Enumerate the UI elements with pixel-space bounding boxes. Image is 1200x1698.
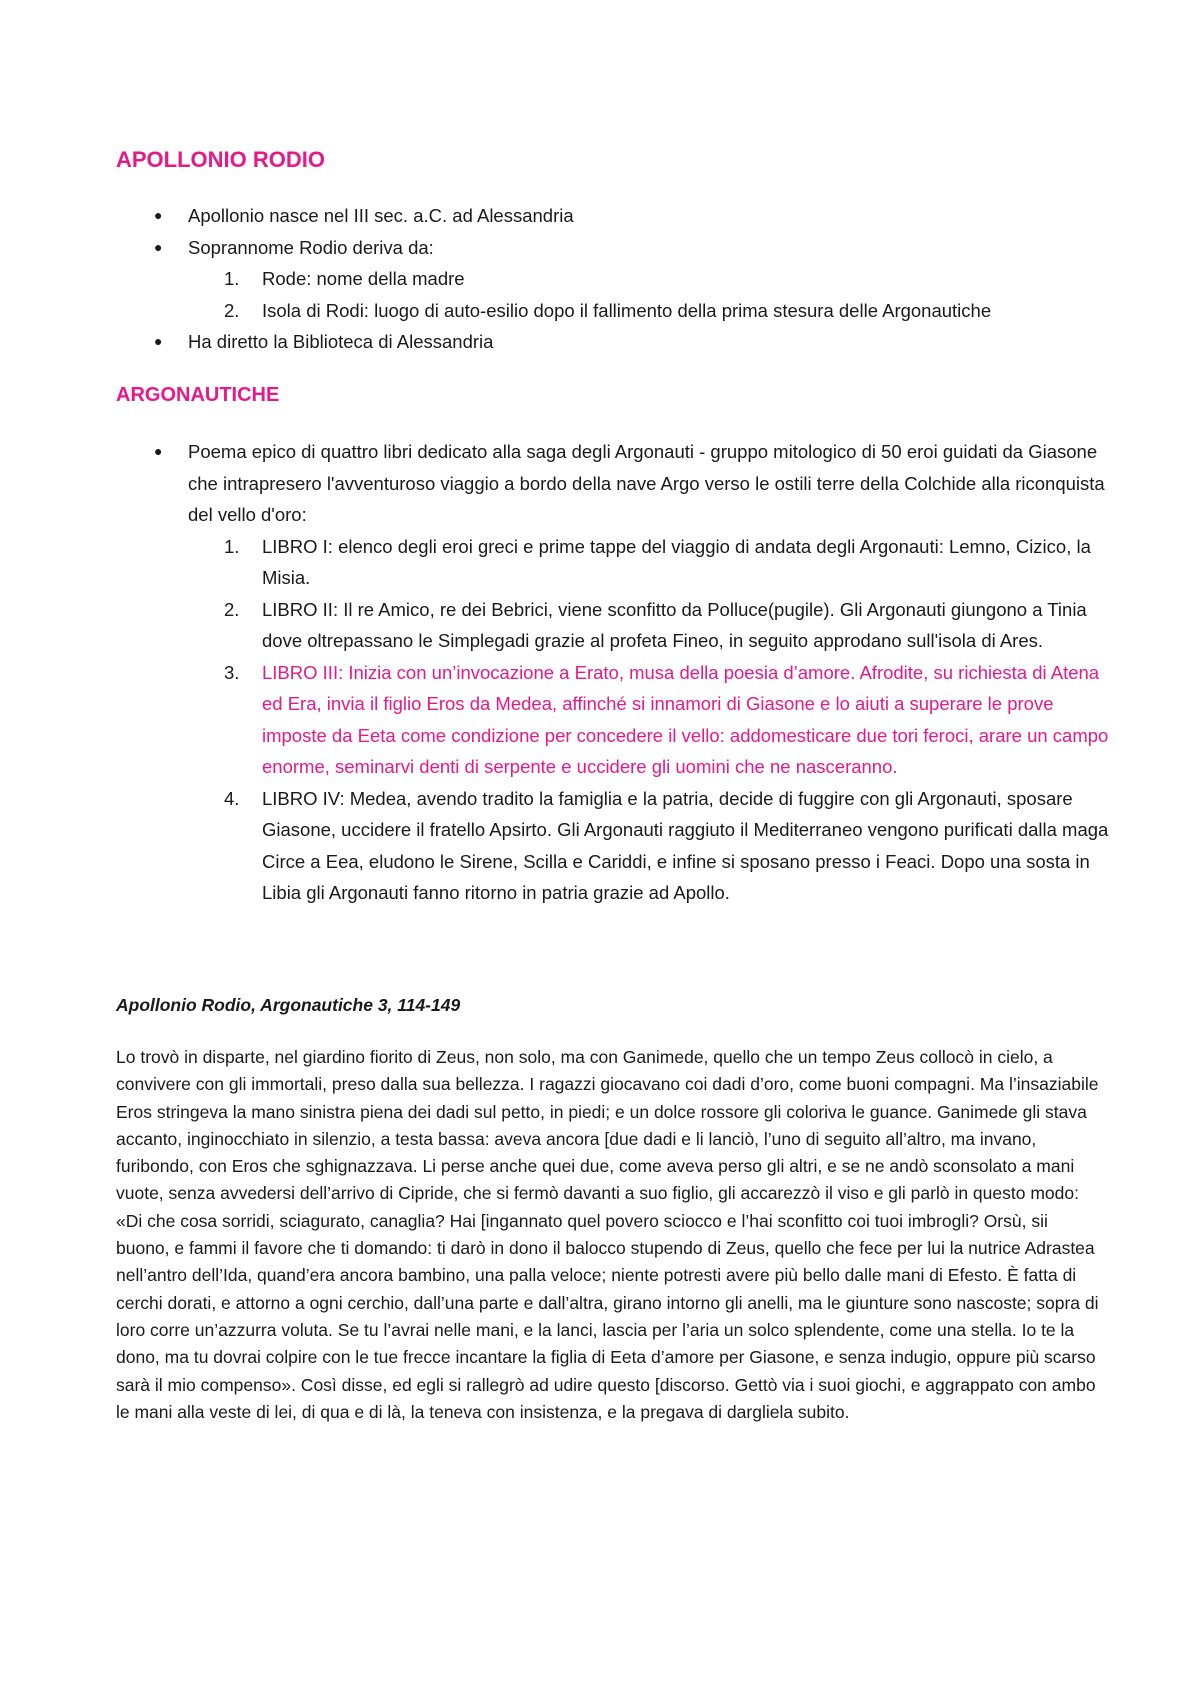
bio-bullet-birth: [116, 200, 1116, 232]
bio-bullet-nickname: [116, 232, 1116, 264]
bullet-text: Apollonio nasce nel III sec. a.C. ad Alessandria: [188, 205, 574, 226]
section-biography: [116, 200, 1116, 358]
bullet-text: Poema epico di quattro libri dedicato alla saga degli Argonauti - gruppo mitologico di 50 eroi guidati da Giasone che intrapresero l'avventuroso viaggio a bordo della nave Argo verso le ostili terre della Colchide alla riconquista del vello d'oro:: [188, 441, 1105, 525]
list-number: 2.: [224, 299, 240, 321]
book-text: LIBRO II: Il re Amico, re dei Bebrici, viene sconfitto da Polluce(pugile). Gli Argonauti giungono a Tinia dove oltrepassano le Simplegadi grazie al profeta Fineo, in seguito approdano sull'isola di Ares.: [262, 598, 1087, 651]
book-item-1: [116, 531, 1116, 594]
book-item-4: [116, 783, 1116, 909]
book-item-2: [116, 594, 1116, 657]
list-item: [116, 295, 1116, 327]
poem-bullet-list: [116, 436, 1116, 531]
list-text: Isola di Rodi: luogo di auto-esilio dopo il fallimento della prima stesura delle Argonautiche: [262, 299, 992, 321]
book-item-3: [116, 657, 1116, 783]
section-argonautiche: [116, 436, 1116, 909]
list-text: Rode: nome della madre: [262, 268, 465, 289]
passage-title: Apollonio Rodio, Argonautiche 3, 114-149: [116, 995, 461, 1015]
bullet-dot-icon: ●: [154, 443, 163, 459]
book-text: LIBRO I: elenco degli eroi greci e prime tappe del viaggio di andata degli Argonauti: Lemno, Cizico, la Misia.: [262, 535, 1091, 588]
nickname-origin-list: [116, 263, 1116, 326]
heading-argonautiche: ARGONAUTICHE: [116, 384, 280, 406]
passage-text: Lo trovò in disparte, nel giardino fiorito di Zeus, non solo, ma con Ganimede, quello che un tempo Zeus collocò in cielo, a convivere con gli immortali, preso dalla sua bellezza. I ragazzi giocavano coi dadi d’oro, come buoni compagni. Ma l’insaziabile Eros stringeva la mano sinistra piena dei dadi sul petto, in piedi; e un dolce rossore gli coloriva le guance. Ganimede gli stava accanto, inginocchiato in silenzio, a testa bassa: aveva ancora [due dadi e li lanciò, l’uno di seguito all’altro, ma invano, furibondo, con Eros che sghignazzava. Li perse anche quei due, come aveva perso gli altri, e se ne andò sconsolato a mani vuote, senza avvedersi dell’arrivo di Cipride, che si fermò davanti a suo figlio, gli accarezzò il viso e gli parlò in questo modo: «Di che cosa sorridi, sciagurato, canaglia? Hai [ingannato quel povero sciocco e l’hai sconfitto coi tuoi imbrogli? Orsù, sii buono, e fammi il favore che ti domando: ti darò in dono il balocco stupendo di Zeus, quello che fece per lui la nutrice Adrastea nell’antro dell’Ida, quand’era ancora bambino, una palla veloce; niente potresti avere più bello dalle mani di Efesto. È fatta di cerchi dorati, e attorno a ogni cerchio, dall’una parte e dall’altra, girano intorno gli anelli, ma le giunture sono nascoste; sopra di loro corre un’azzurra voluta. Se tu l’avrai nelle mani, e la lanci, lascia per l’aria un solco splendente, come una stella. Io te la dono, ma tu dovrai colpire con le tue frecce incantare la figlia di Eeta d’amore per Giasone, e senza indugio, oppure più scarso sarà il mio compenso». Così disse, ed egli si rallegrò ad udire questo [discorso. Gettò via i suoi giochi, e aggrappato con ambo le mani alla veste di lei, di qua e di là, la teneva con insistenza, e la pregava di dargliela subito.: [116, 1047, 1099, 1422]
bullet-dot-icon: ●: [154, 238, 163, 255]
bio-bullet-list-2: [116, 326, 1116, 358]
list-number: 1.: [224, 268, 240, 289]
list-number: 3.: [224, 661, 240, 683]
poem-bullet-summary: [116, 436, 1116, 531]
list-item: [116, 263, 1116, 295]
list-number: 4.: [224, 787, 240, 809]
books-list: [116, 531, 1116, 909]
heading-apollonio-rodio: APOLLONIO RODIO: [116, 147, 325, 172]
list-number: 2.: [224, 598, 240, 620]
bio-bullet-list: [116, 200, 1116, 263]
book-text: LIBRO IV: Medea, avendo tradito la famiglia e la patria, decide di fuggire con gli Argonauti, sposare Giasone, uccidere il fratello Apsirto. Gli Argonauti raggiuto il Mediterraneo vengono purificati dalla maga Circe a Eea, eludono le Sirene, Scilla e Cariddi, e infine si sposano presso i Feaci. Dopo una sosta in Libia gli Argonauti fanno ritorno in patria grazie ad Apollo.: [262, 787, 1109, 903]
list-number: 1.: [224, 535, 240, 557]
bio-bullet-library: [116, 326, 1116, 358]
bullet-text: Ha diretto la Biblioteca di Alessandria: [188, 331, 494, 352]
book-text-highlighted: LIBRO III: Inizia con un’invocazione a Erato, musa della poesia d’amore. Afrodite, su richiesta di Atena ed Era, invia il figlio Eros da Medea, affinché si innamori di Giasone e lo aiuti a superare le prove imposte da Eeta come condizione per concedere il vello: addomesticare due tori feroci, arare un campo enorme, seminarvi denti di serpente e uccidere gli uomini che ne nasceranno.: [262, 661, 1109, 777]
bullet-text: Soprannome Rodio deriva da:: [188, 236, 434, 258]
bullet-dot-icon: ●: [154, 333, 163, 349]
bullet-dot-icon: ●: [154, 207, 163, 223]
